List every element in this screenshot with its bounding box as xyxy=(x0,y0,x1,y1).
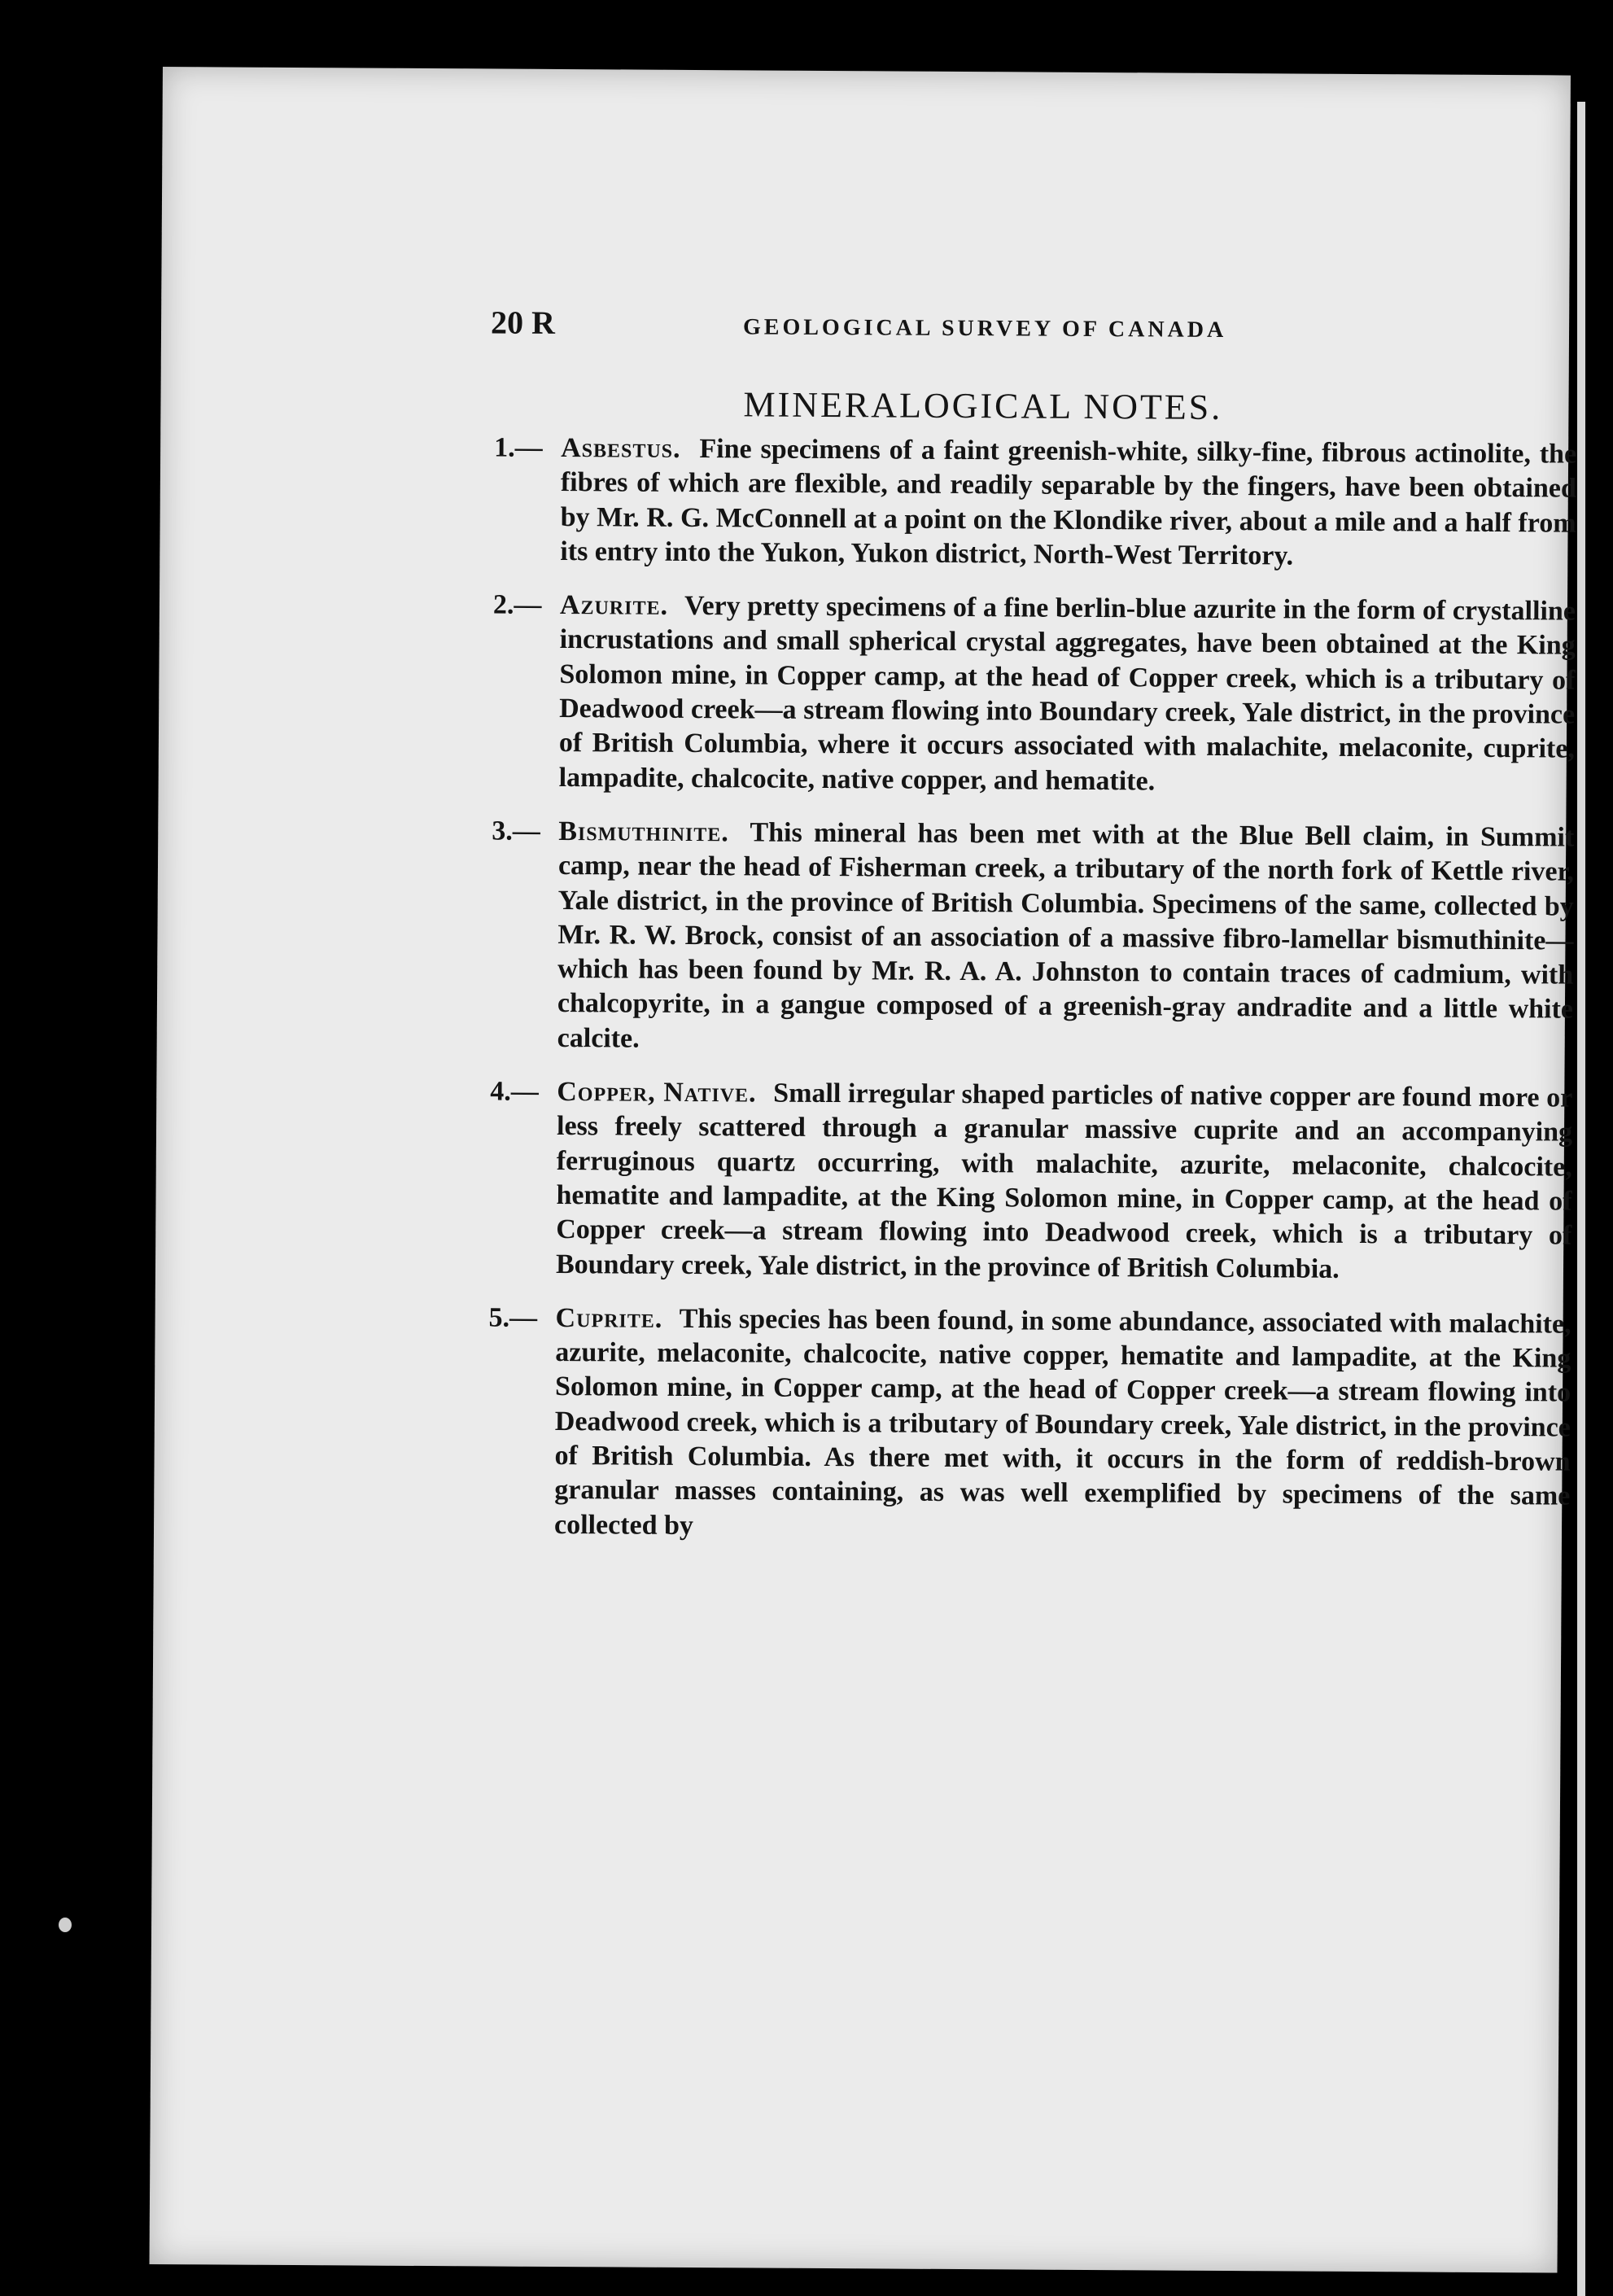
entry-text: This species has been found, in some abundance, associated with malachite, azurite, melaconite, chalcocite, native copper, hematite and lampadite, at the King Solomon mine, in Copper camp, at the head of Copper creek—a stream flowing into Deadwood creek, which is a tributary of Boundary creek, Yale district, in the province of British Columbia. As there met with, it occurs in the form of reddish-brown granular masses containing, as was well exemplified by specimens of the same collected by xyxy=(553,1303,1571,1541)
mineral-entries xyxy=(487,431,1576,1568)
entry-name: Asbestus. xyxy=(561,432,681,464)
adjacent-page-edge xyxy=(1577,102,1585,2296)
entry-name: Copper, Native. xyxy=(557,1077,757,1109)
entry-azurite xyxy=(492,588,1576,802)
running-head xyxy=(491,303,1581,358)
running-head-title: GEOLOGICAL SURVEY OF CANADA xyxy=(742,314,1227,343)
entry-number: 2.— xyxy=(492,589,542,621)
entry-copper-native xyxy=(489,1075,1573,1288)
paper-page xyxy=(150,67,1577,2273)
entry-text: This mineral has been met with at the Blue Bell claim, in Summit camp, near the head of Fisherman creek, a tributary of the north fork of Kettle river, Yale district, in the province of British Columbia. Specimens of the same, collected by Mr. R. W. Brock, consist of an association of a massive fibro-lamellar bismuthinite—which has been found by Mr. R. A. A. Johnston to contain traces of cadmium, with chalcopyrite, in a gangue composed of a greenish-gray andradite and a little white calcite. xyxy=(557,817,1575,1054)
entry-text: Fine specimens of a faint greenish-white, silky-fine, fibrous actinolite, the fibres of which are flexible, and readily separable by the fingers, have been obtained by Mr. R. G. McConnell at a point on the Klondike river, about a mile and a half from its entry into the Yukon, Yukon district, North-West Territory. xyxy=(560,434,1577,571)
entry-text: Small irregular shaped particles of native copper are found more or less freely scattered through a granular massive cuprite and an accompanying ferruginous quartz occurring, with malachite, azurite, melaconite, chalcocite, hematite and lampadite, at the King Solomon mine, in Copper camp, at the head of Copper creek—a stream flowing into Deadwood creek, which is a tributary of Boundary creek, Yale district, in the province of British Columbia. xyxy=(555,1078,1573,1284)
entry-text: Very pretty specimens of a fine berlin-blue azurite in the form of crystalline incrustations and small spherical crystal aggregates, have been obtained at the King Solomon mine, in Copper camp, at the head of Copper creek, which is a tributary of Deadwood creek—a stream flowing into Boundary creek, Yale district, in the province of British Columbia, where it occurs associated with malachite, melaconite, cuprite, lampadite, chalcocite, native copper, and hematite. xyxy=(558,591,1576,797)
entry-name: Azurite. xyxy=(559,590,669,621)
scan-speck xyxy=(59,1918,72,1932)
entry-number: 3.— xyxy=(492,816,540,846)
entry-number: 5.— xyxy=(488,1302,538,1333)
entry-number: 4.— xyxy=(490,1076,539,1107)
entry-name: Bismuthinite. xyxy=(558,816,729,848)
section-title: MINERALOGICAL NOTES. xyxy=(743,384,1223,427)
page-number: 20 R xyxy=(490,304,556,341)
entry-bismuthinite xyxy=(491,814,1575,1061)
entry-number: 1.— xyxy=(494,432,543,463)
entry-asbestus xyxy=(493,431,1576,575)
entry-cuprite xyxy=(487,1301,1571,1548)
entry-name: Cuprite. xyxy=(555,1302,663,1334)
